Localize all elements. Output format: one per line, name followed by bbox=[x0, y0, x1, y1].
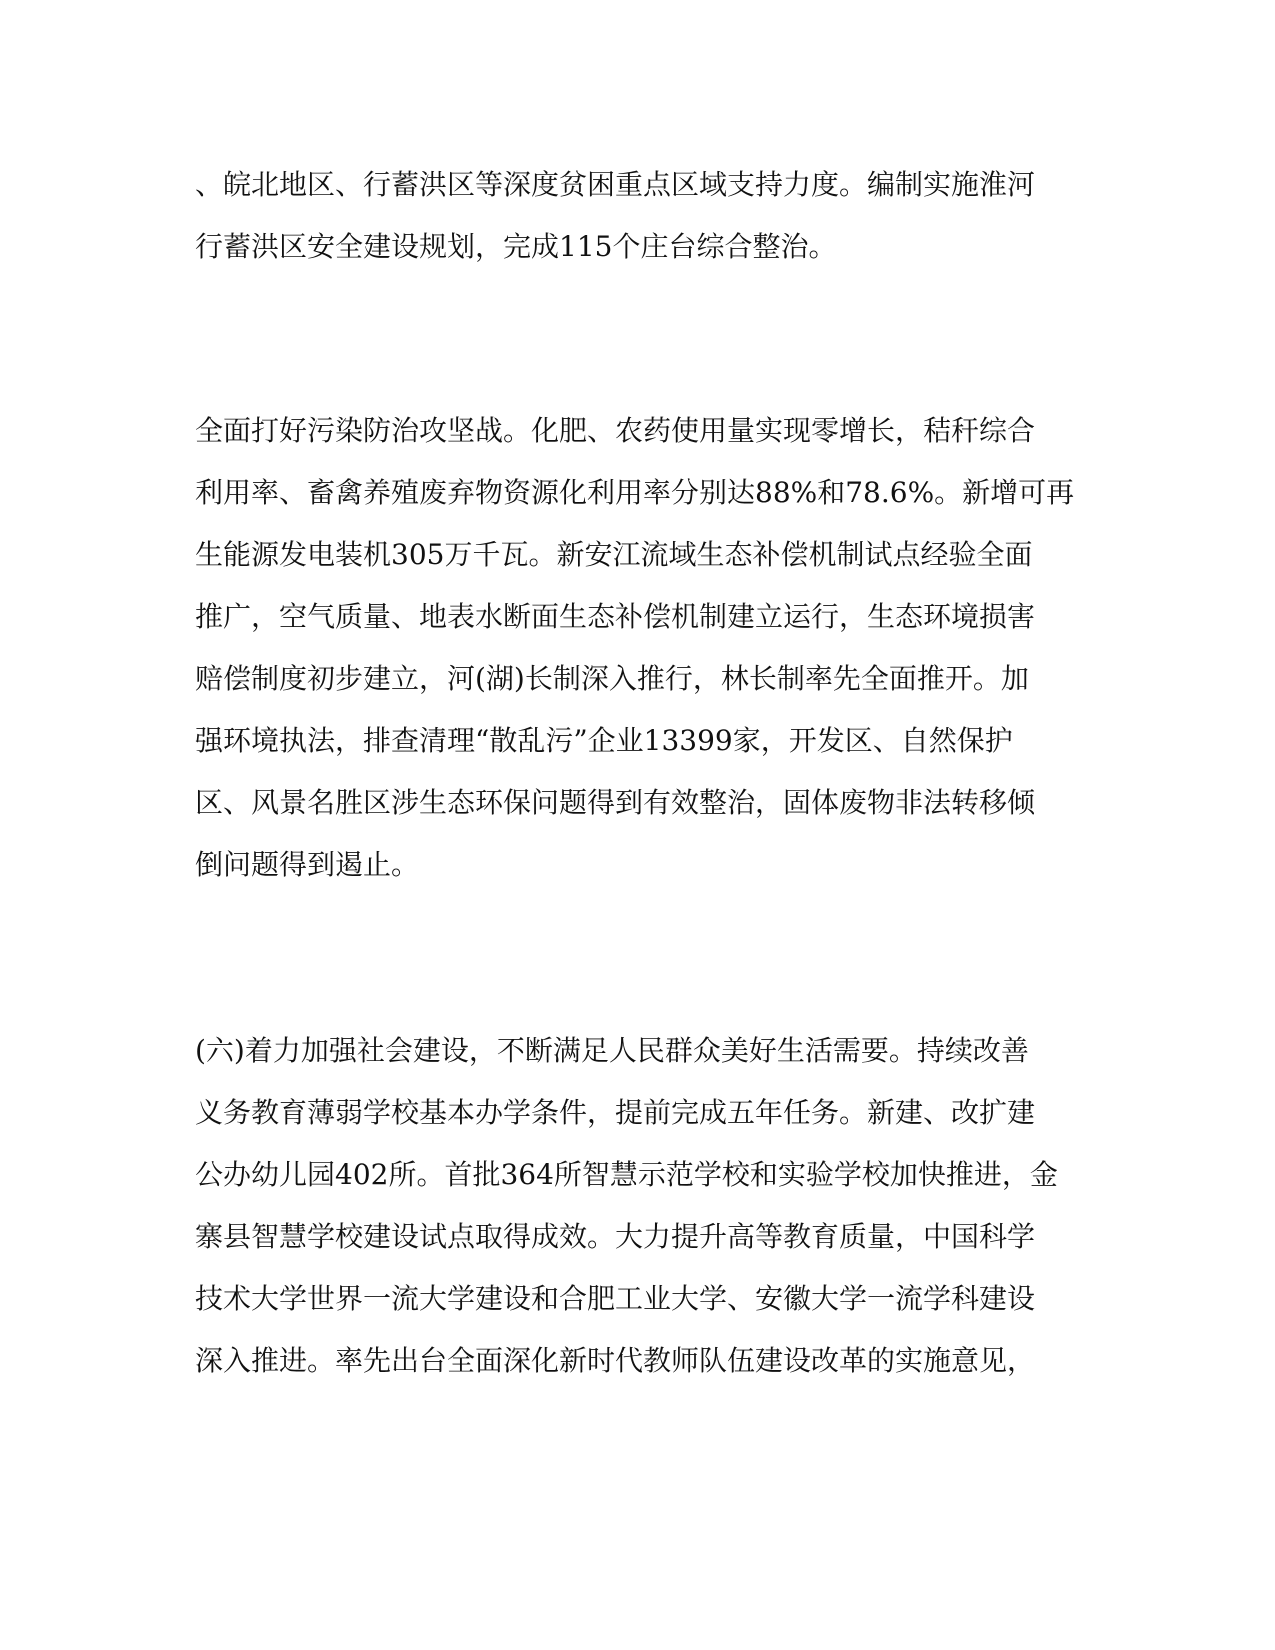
text-line: 深入推进。率先出台全面深化新时代教师队伍建设改革的实施意见， bbox=[195, 1344, 1036, 1377]
text-line: 技术大学世界一流大学建设和合肥工业大学、安徽大学一流学科建设 bbox=[195, 1282, 1036, 1315]
text-line: 强环境执法，排查清理“散乱污”企业13399家，开发区、自然保护 bbox=[195, 724, 1013, 757]
text-line: 义务教育薄弱学校基本办学条件，提前完成五年任务。新建、改扩建 bbox=[195, 1096, 1036, 1129]
text-line: 推广，空气质量、地表水断面生态补偿机制建立运行，生态环境损害 bbox=[195, 600, 1036, 633]
text-line: 公办幼儿园402所。首批364所智慧示范学校和实验学校加快推进，金 bbox=[195, 1158, 1058, 1191]
text-line: (六)着力加强社会建设，不断满足人民群众美好生活需要。持续改善 bbox=[195, 1034, 1029, 1067]
text-line: 利用率、畜禽养殖废弃物资源化利用率分别达88%和78.6%。新增可再 bbox=[195, 476, 1075, 509]
text-line: 行蓄洪区安全建设规划，完成115个庄台综合整治。 bbox=[195, 230, 837, 263]
text-line: 寨县智慧学校建设试点取得成效。大力提升高等教育质量，中国科学 bbox=[195, 1220, 1036, 1253]
text-line: 生能源发电装机305万千瓦。新安江流域生态补偿机制试点经验全面 bbox=[195, 538, 1033, 571]
text-line: 倒问题得到遏止。 bbox=[195, 848, 420, 881]
text-line: 区、风景名胜区涉生态环保问题得到有效整治，固体废物非法转移倾 bbox=[195, 786, 1036, 819]
text-line: 全面打好污染防治攻坚战。化肥、农药使用量实现零增长，秸秆综合 bbox=[195, 414, 1036, 447]
text-line: 赔偿制度初步建立，河(湖)长制深入推行，林长制率先全面推开。加 bbox=[195, 662, 1029, 695]
text-line: 、皖北地区、行蓄洪区等深度贫困重点区域支持力度。编制实施淮河 bbox=[195, 168, 1036, 201]
